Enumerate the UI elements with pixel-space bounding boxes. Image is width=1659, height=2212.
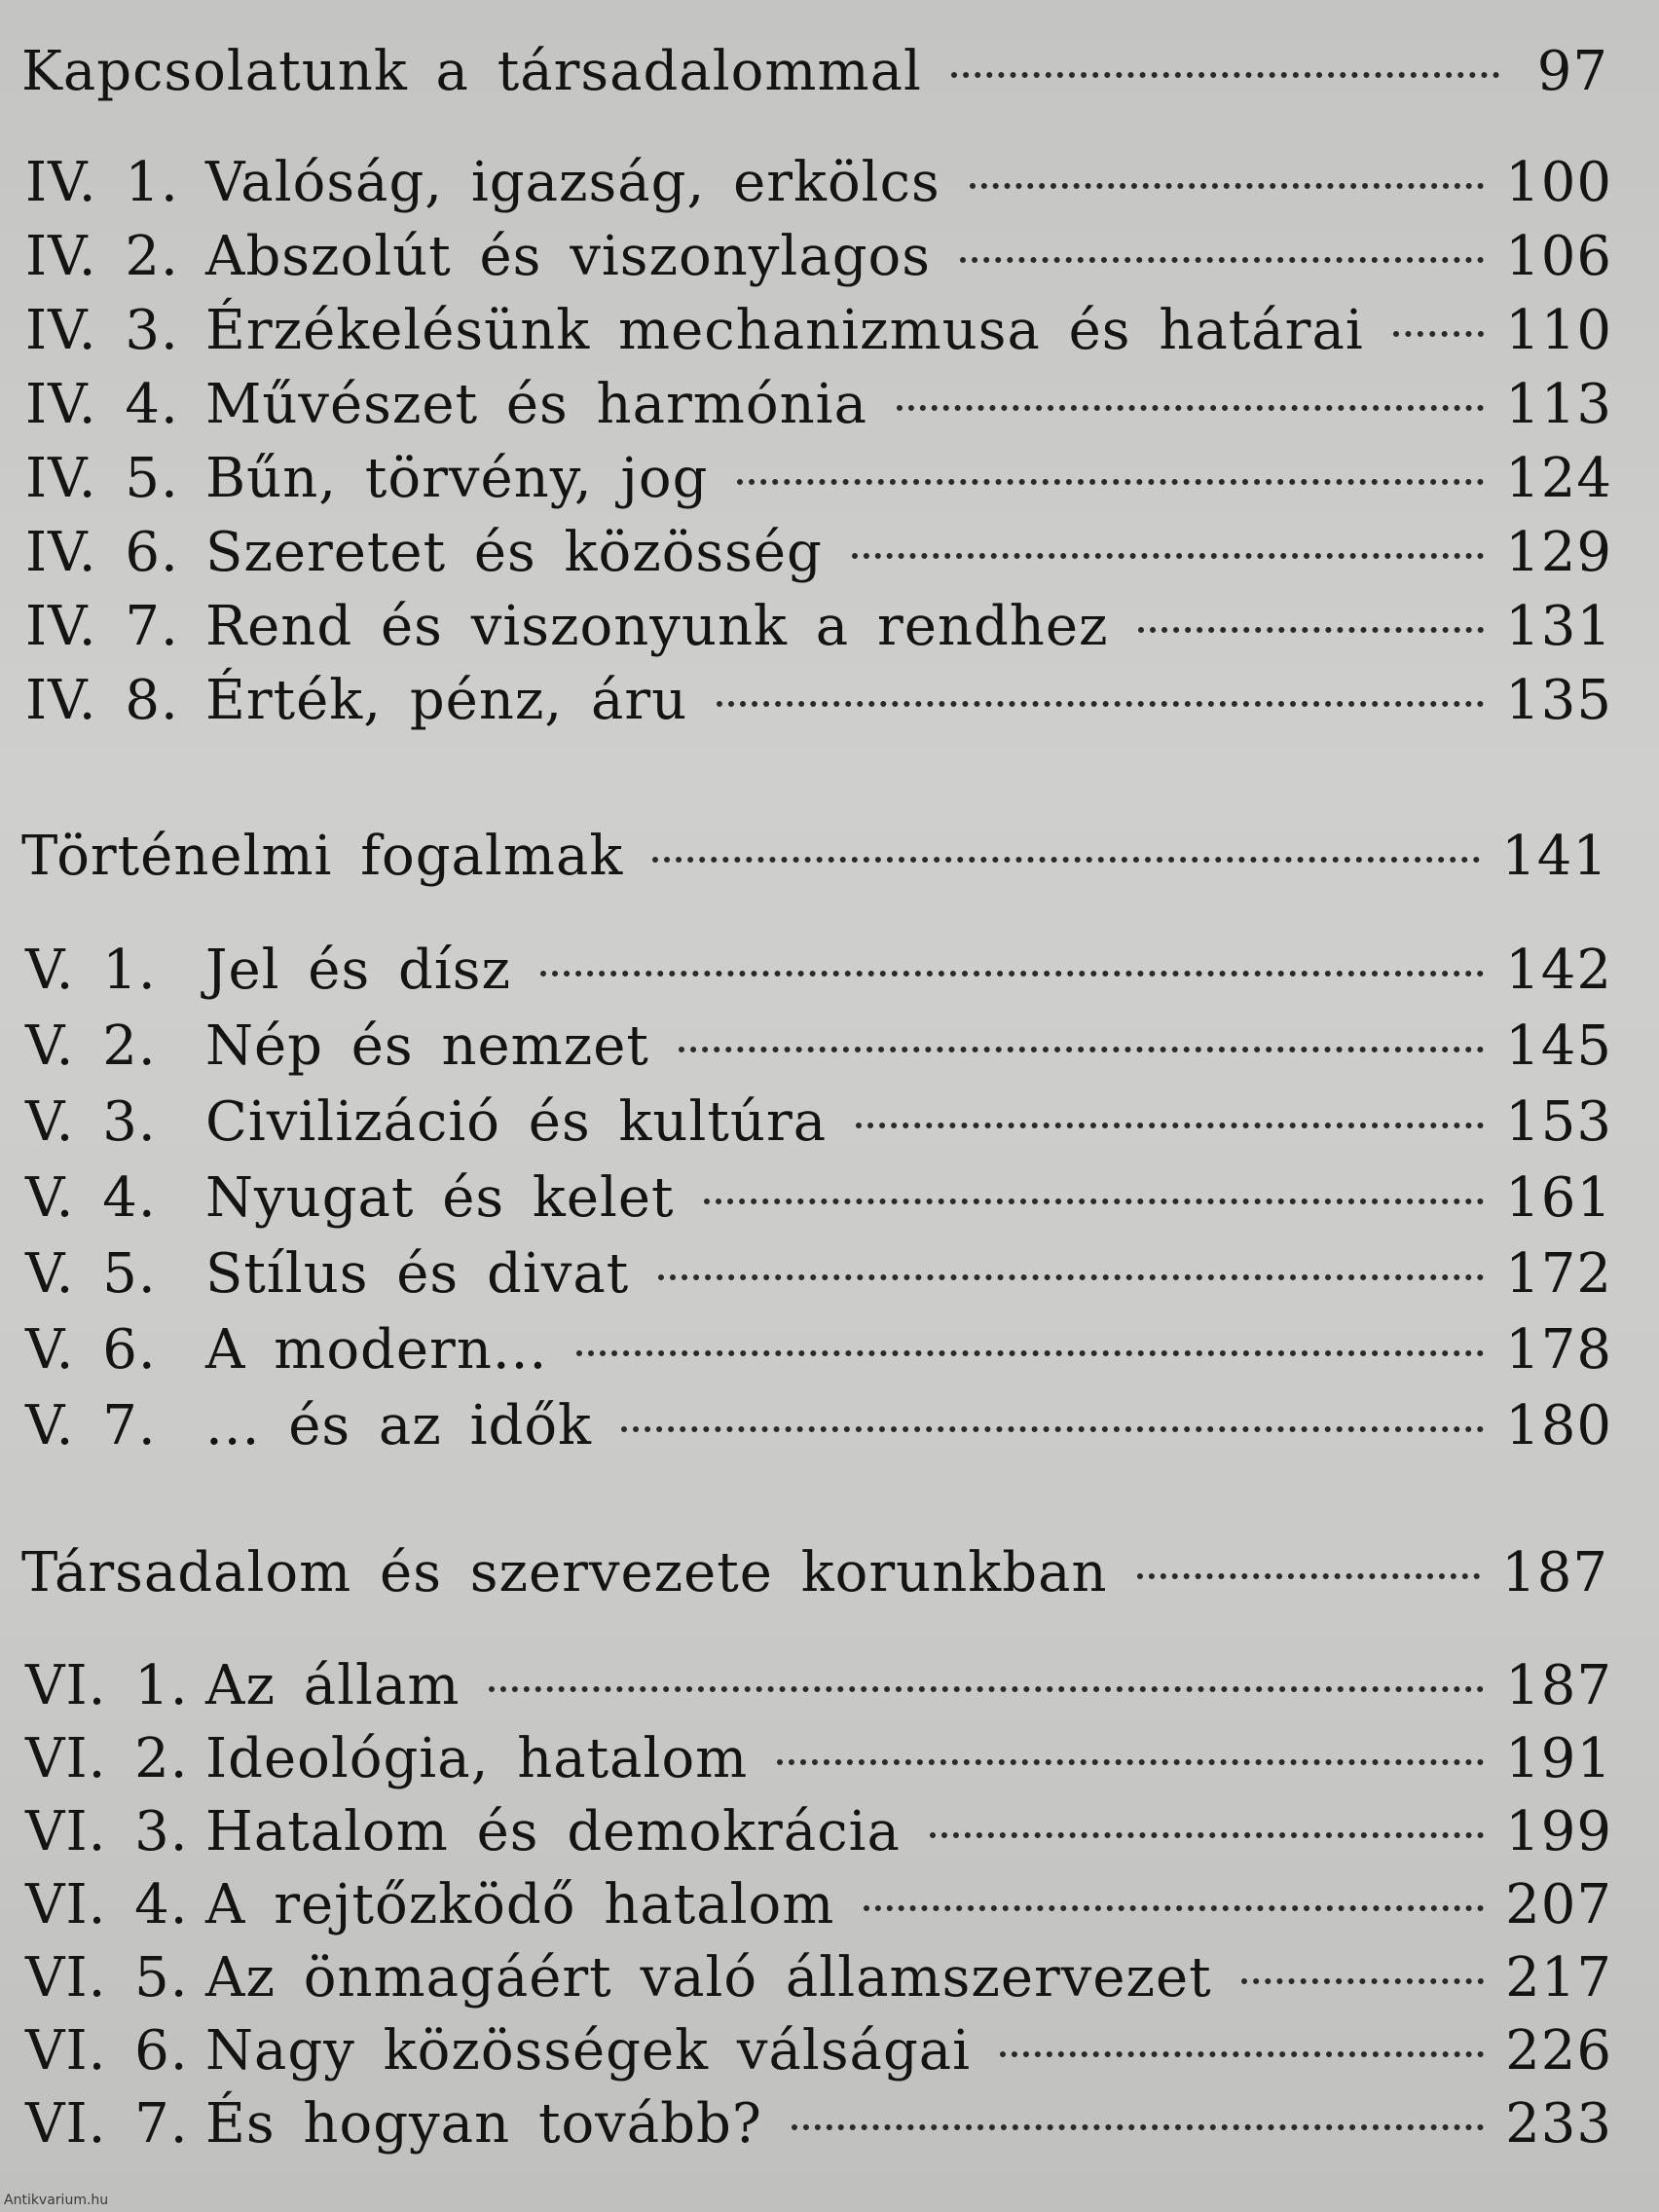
toc-leader-dots [679, 1047, 1484, 1052]
toc-leader-dots [856, 1123, 1484, 1128]
toc-page-number: 106 [1505, 225, 1612, 288]
toc-entry-number: VI. 4. [25, 1873, 189, 1936]
toc-entry-title: A rejtőzködő hatalom [205, 1873, 835, 1936]
toc-leader-dots [540, 971, 1484, 977]
toc-entry [25, 512, 1612, 594]
toc-page-number: 142 [1505, 939, 1612, 1002]
toc-page-number: 141 [1501, 825, 1608, 888]
toc-entry [25, 2083, 1612, 2165]
toc-page-number: 233 [1505, 2092, 1612, 2156]
toc-entry-number: IV. 6. [25, 521, 179, 584]
toc-entry [25, 290, 1612, 372]
toc-leader-dots [652, 857, 1480, 863]
toc-entry [25, 1006, 1612, 1088]
toc-entry-number: IV. 7. [25, 595, 179, 658]
toc-entry-number: VI. 7. [25, 2092, 189, 2156]
toc-entry-number: IV. 5. [25, 447, 179, 510]
toc-page-number: 153 [1505, 1090, 1612, 1154]
toc-leader-dots [489, 1686, 1484, 1692]
toc-entry-number: V. 7. [25, 1394, 157, 1457]
toc-page-number: 199 [1505, 1800, 1612, 1863]
toc-entry-title: Bűn, törvény, jog [205, 447, 709, 510]
toc-entry-title: Jel és dísz [205, 939, 511, 1002]
toc-page-number: 187 [1505, 1654, 1612, 1717]
toc-page-number: 178 [1505, 1318, 1612, 1382]
toc-entry [25, 1234, 1612, 1315]
toc-entry [25, 216, 1612, 298]
toc-heading-tortenelmi [21, 816, 1608, 898]
toc-entry-number: IV. 1. [25, 151, 179, 214]
toc-leader-dots [951, 72, 1499, 78]
toc-leader-dots [897, 405, 1484, 411]
toc-entry-number: V. 6. [25, 1318, 157, 1382]
toc-entry [25, 2010, 1612, 2092]
toc-page-number: 187 [1501, 1541, 1608, 1604]
toc-entry-number: V. 5. [25, 1242, 157, 1306]
toc-entry-number: IV. 2. [25, 225, 179, 288]
toc-entry-title: Ideológia, hatalom [205, 1727, 749, 1790]
toc-page-number: 207 [1505, 1873, 1612, 1936]
toc-leader-dots [1393, 331, 1484, 337]
toc-heading-title: Kapcsolatunk a társadalommal [21, 40, 922, 103]
toc-entry [25, 438, 1612, 520]
toc-page-number: 180 [1505, 1394, 1612, 1457]
toc-leader-dots [1241, 1978, 1484, 1984]
toc-entry-number: VI. 6. [25, 2019, 189, 2083]
toc-entry-title: Civilizáció és kultúra [205, 1090, 828, 1154]
toc-entry-title: Érték, pénz, áru [205, 669, 688, 732]
toc-leader-dots [1000, 2051, 1484, 2057]
toc-leader-dots [704, 1198, 1485, 1204]
toc-entry-number: VI. 5. [25, 1946, 189, 2009]
toc-leader-dots [658, 1274, 1484, 1280]
toc-leader-dots [864, 1905, 1484, 1911]
toc-entry-number: VI. 3. [25, 1800, 189, 1863]
toc-entry-number: IV. 8. [25, 669, 179, 732]
toc-heading-kapcsolatunk [21, 31, 1608, 113]
toc-page-number: 131 [1505, 595, 1612, 658]
toc-page-number: 172 [1505, 1242, 1612, 1306]
toc-leader-dots [621, 1426, 1484, 1432]
toc-entry [25, 1864, 1612, 1946]
toc-entry-title: Az önmagáért való államszervezet [205, 1946, 1212, 2009]
toc-entry [25, 142, 1612, 224]
toc-entry-title: Művészet és harmónia [205, 373, 867, 436]
toc-entry [25, 1791, 1612, 1873]
toc-heading-title: Történelmi fogalmak [21, 825, 624, 888]
toc-entry [25, 660, 1612, 742]
toc-page-number: 124 [1505, 447, 1612, 510]
toc-page-number: 161 [1505, 1166, 1612, 1230]
toc-entry-number: IV. 3. [25, 299, 179, 362]
toc-leader-dots [777, 1759, 1484, 1765]
toc-leader-dots [1138, 627, 1485, 633]
toc-entry [25, 1718, 1612, 1800]
toc-page-number: 217 [1505, 1946, 1612, 2009]
toc-entry-title: És hogyan tovább? [205, 2092, 762, 2156]
toc-leader-dots [930, 1832, 1484, 1838]
toc-page-number: 110 [1505, 299, 1612, 362]
toc-entry-title: Abszolút és viszonylagos [205, 225, 932, 288]
toc-heading-title: Társadalom és szervezete korunkban [21, 1541, 1108, 1604]
toc-leader-dots [737, 479, 1484, 485]
toc-entry-title: Hatalom és demokrácia [205, 1800, 901, 1863]
toc-entry-title: Valóság, igazság, erkölcs [205, 151, 940, 214]
toc-page-number: 135 [1505, 669, 1612, 732]
toc-page-number: 129 [1505, 521, 1612, 584]
toc-entry [25, 586, 1612, 668]
toc-entry-number: VI. 2. [25, 1727, 189, 1790]
toc-page-number: 191 [1505, 1727, 1612, 1790]
toc-entry [25, 1385, 1612, 1467]
toc-page-number: 100 [1505, 151, 1612, 214]
toc-leader-dots [960, 257, 1484, 263]
toc-entry-title: Nép és nemzet [205, 1014, 649, 1078]
toc-entry-title: Szeretet és közösség [205, 521, 823, 584]
toc-entry [25, 1158, 1612, 1239]
toc-entry [25, 1645, 1612, 1727]
toc-leader-dots [970, 183, 1484, 189]
toc-entry-number: V. 3. [25, 1090, 157, 1154]
toc-page-number: 145 [1505, 1014, 1612, 1078]
watermark: Antikvarium.hu [4, 2193, 109, 2208]
toc-page-number: 226 [1505, 2019, 1612, 2083]
toc-entry [25, 364, 1612, 446]
toc-entry [25, 930, 1612, 1012]
toc-entry [25, 1937, 1612, 2019]
toc-entry-title: Az állam [205, 1654, 461, 1717]
toc-entry-title: Érzékelésünk mechanizmusa és határai [205, 299, 1364, 362]
toc-entry-number: V. 1. [25, 939, 157, 1002]
toc-entry-number: VI. 1. [25, 1654, 189, 1717]
toc-entry-title: Rend és viszonyunk a rendhez [205, 595, 1109, 658]
toc-entry-title: A modern... [205, 1318, 548, 1382]
toc-heading-tarsadalom [21, 1532, 1608, 1614]
toc-entry-title: Nyugat és kelet [205, 1166, 675, 1230]
toc-leader-dots [792, 2124, 1484, 2130]
toc-leader-dots [1137, 1573, 1481, 1579]
toc-leader-dots [576, 1350, 1484, 1356]
toc-entry [25, 1309, 1612, 1391]
toc-entry-title: Stílus és divat [205, 1242, 630, 1306]
toc-entry-title: ... és az idők [205, 1394, 592, 1457]
toc-page-number: 97 [1536, 40, 1608, 103]
toc-entry-number: IV. 4. [25, 373, 179, 436]
toc-leader-dots [717, 701, 1484, 707]
toc-page-number: 113 [1505, 373, 1612, 436]
toc-entry-title: Nagy közösségek válságai [205, 2019, 972, 2083]
toc-entry [25, 1082, 1612, 1163]
toc-entry-number: V. 2. [25, 1014, 157, 1078]
toc-entry-number: V. 4. [25, 1166, 157, 1230]
toc-leader-dots [852, 553, 1484, 559]
